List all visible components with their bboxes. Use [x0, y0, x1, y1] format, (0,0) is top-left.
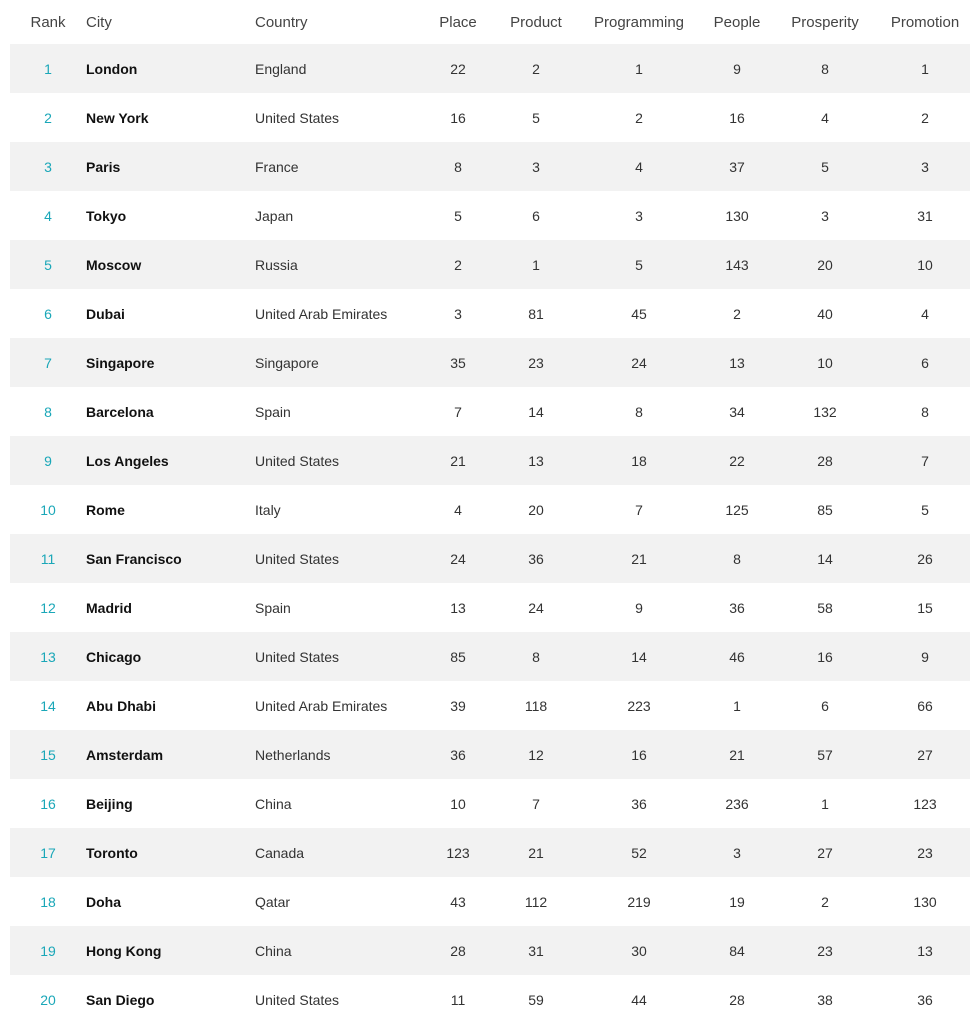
- cell-programming: 16: [574, 730, 704, 779]
- cell-place: 13: [450, 599, 466, 616]
- cell-people: 16: [729, 109, 745, 126]
- cell-place: 43: [450, 893, 466, 910]
- cell-country: United Arab Emirates: [255, 305, 388, 322]
- cell-country: Italy: [255, 501, 281, 518]
- cell-product: 8: [498, 632, 574, 681]
- cell-programming: 18: [574, 436, 704, 485]
- cell-people: 46: [704, 632, 770, 681]
- cell-place: 10: [450, 795, 466, 812]
- cell-rank[interactable]: 1: [10, 44, 86, 93]
- header-city[interactable]: City: [86, 13, 112, 31]
- cell-rank[interactable]: 12: [40, 599, 56, 616]
- cell-rank[interactable]: 9: [10, 436, 86, 485]
- cell-country: Spain: [255, 599, 291, 616]
- cell-rank[interactable]: 16: [40, 795, 56, 812]
- header-country[interactable]: Country: [255, 13, 308, 31]
- cell-promotion: 23: [880, 828, 970, 877]
- cell-promotion: 3: [880, 142, 970, 191]
- cell-people: 9: [704, 44, 770, 93]
- cell-product: 3: [498, 142, 574, 191]
- cell-place: 123: [418, 828, 498, 877]
- cell-people: 28: [729, 991, 745, 1008]
- cell-programming: 24: [574, 338, 704, 387]
- cell-place: 3: [454, 305, 462, 322]
- cell-city[interactable]: London: [86, 44, 255, 93]
- cell-people: 143: [704, 240, 770, 289]
- cell-prosperity: 58: [817, 599, 833, 616]
- cell-country: China: [255, 795, 292, 812]
- cell-rank[interactable]: 3: [10, 142, 86, 191]
- header-rank[interactable]: Rank: [30, 13, 66, 31]
- cell-promotion: 36: [917, 991, 933, 1008]
- cell-prosperity: 40: [817, 305, 833, 322]
- cell-product: 23: [498, 338, 574, 387]
- cell-country: Canada: [255, 828, 418, 877]
- cell-prosperity: 85: [817, 501, 833, 518]
- cell-rank[interactable]: 6: [44, 305, 52, 322]
- cell-country: Qatar: [255, 893, 291, 910]
- cell-product: 24: [528, 599, 544, 616]
- cell-place: 16: [450, 109, 466, 126]
- cell-city[interactable]: Los Angeles: [86, 436, 255, 485]
- cell-rank[interactable]: 10: [40, 501, 56, 518]
- cell-prosperity: 38: [817, 991, 833, 1008]
- cell-place: 11: [450, 991, 466, 1008]
- cell-rank[interactable]: 7: [10, 338, 86, 387]
- cell-place: 24: [418, 534, 498, 583]
- cell-promotion: 66: [917, 697, 933, 714]
- cell-prosperity: 3: [821, 207, 829, 224]
- cell-country: China: [255, 926, 418, 975]
- cell-product: 31: [498, 926, 574, 975]
- cell-place: 2: [418, 240, 498, 289]
- cell-country: France: [255, 142, 418, 191]
- cell-product: 59: [528, 991, 544, 1008]
- cell-prosperity: 28: [770, 436, 880, 485]
- cell-country: United States: [255, 632, 418, 681]
- cell-rank[interactable]: 15: [10, 730, 86, 779]
- cell-programming: 8: [635, 403, 643, 420]
- cell-city[interactable]: Chicago: [86, 632, 255, 681]
- cell-programming: 14: [574, 632, 704, 681]
- cell-product: 81: [528, 305, 544, 322]
- table-row: [10, 44, 970, 93]
- cell-people: 84: [704, 926, 770, 975]
- cell-place: 5: [454, 207, 462, 224]
- cell-people: 19: [729, 893, 745, 910]
- cell-city[interactable]: Toronto: [86, 828, 255, 877]
- cell-country: Spain: [255, 403, 291, 420]
- table-row: [10, 730, 970, 779]
- cell-product: 21: [498, 828, 574, 877]
- table-row: [10, 387, 970, 436]
- cell-promotion: 130: [913, 893, 937, 910]
- cell-people: 36: [729, 599, 745, 616]
- cell-prosperity: 8: [770, 44, 880, 93]
- header-promotion[interactable]: Promotion: [890, 13, 960, 31]
- cell-place: 22: [418, 44, 498, 93]
- cell-country: Russia: [255, 240, 418, 289]
- cell-people: 130: [725, 207, 749, 224]
- cell-country: United States: [255, 991, 340, 1008]
- cell-city[interactable]: New York: [86, 109, 149, 126]
- cell-programming: 30: [574, 926, 704, 975]
- cell-prosperity: 23: [770, 926, 880, 975]
- cell-rank[interactable]: 20: [40, 991, 56, 1008]
- table-row: [10, 534, 970, 583]
- cell-prosperity: 20: [770, 240, 880, 289]
- cell-people: 8: [704, 534, 770, 583]
- cell-programming: 4: [574, 142, 704, 191]
- table-row: [10, 583, 970, 632]
- cell-product: 20: [528, 501, 544, 518]
- table-row: [10, 338, 970, 387]
- cell-programming: 52: [574, 828, 704, 877]
- cell-product: 118: [524, 697, 548, 714]
- cell-prosperity: 2: [821, 893, 829, 910]
- cell-promotion: 13: [880, 926, 970, 975]
- cell-country: England: [255, 44, 418, 93]
- cell-product: 6: [532, 207, 540, 224]
- cell-city[interactable]: Tokyo: [86, 207, 127, 224]
- table-body: [10, 44, 970, 1024]
- table-row: [10, 485, 970, 534]
- table-row: [10, 632, 970, 681]
- cell-country: United States: [255, 436, 418, 485]
- city-ranking-table: [10, 0, 970, 1024]
- cell-city[interactable]: Dubai: [86, 305, 125, 322]
- cell-prosperity: 132: [813, 403, 837, 420]
- cell-rank[interactable]: 5: [10, 240, 86, 289]
- cell-programming: 219: [627, 893, 651, 910]
- cell-rank[interactable]: 19: [10, 926, 86, 975]
- cell-prosperity: 10: [770, 338, 880, 387]
- cell-prosperity: 1: [821, 795, 829, 812]
- cell-programming: 5: [574, 240, 704, 289]
- table-header: [10, 0, 970, 44]
- table-row: [10, 681, 970, 730]
- header-place[interactable]: Place: [439, 13, 477, 31]
- table-row: [10, 289, 970, 338]
- cell-city[interactable]: San Diego: [86, 991, 155, 1008]
- cell-product: 12: [498, 730, 574, 779]
- cell-city[interactable]: Amsterdam: [86, 730, 255, 779]
- cell-rank[interactable]: 18: [40, 893, 56, 910]
- cell-promotion: 6: [880, 338, 970, 387]
- cell-promotion: 8: [921, 403, 929, 420]
- cell-product: 7: [532, 795, 540, 812]
- table-row: [10, 191, 970, 240]
- cell-people: 21: [704, 730, 770, 779]
- header-programming[interactable]: Programming: [593, 13, 685, 31]
- cell-country: Singapore: [255, 338, 418, 387]
- cell-rank[interactable]: 8: [44, 403, 52, 420]
- cell-place: 21: [418, 436, 498, 485]
- cell-promotion: 4: [921, 305, 929, 322]
- cell-rank[interactable]: 13: [10, 632, 86, 681]
- cell-programming: 7: [635, 501, 643, 518]
- table-row: [10, 926, 970, 975]
- cell-people: 13: [704, 338, 770, 387]
- cell-place: 7: [454, 403, 462, 420]
- cell-promotion: 7: [880, 436, 970, 485]
- cell-prosperity: 27: [770, 828, 880, 877]
- table-row: [10, 828, 970, 877]
- cell-city[interactable]: Doha: [86, 893, 121, 910]
- table-row: [10, 877, 970, 926]
- cell-city[interactable]: Abu Dhabi: [86, 697, 156, 714]
- cell-promotion: 27: [880, 730, 970, 779]
- cell-place: 8: [418, 142, 498, 191]
- cell-country: Japan: [255, 207, 294, 224]
- cell-rank[interactable]: 4: [44, 207, 52, 224]
- cell-country: United States: [255, 534, 418, 583]
- cell-city[interactable]: Rome: [86, 501, 125, 518]
- cell-promotion: 26: [880, 534, 970, 583]
- city-ranking-table-container: [10, 0, 970, 1024]
- cell-city[interactable]: Beijing: [86, 795, 133, 812]
- cell-promotion: 15: [917, 599, 933, 616]
- cell-programming: 3: [635, 207, 643, 224]
- cell-product: 36: [498, 534, 574, 583]
- cell-city[interactable]: Moscow: [86, 240, 255, 289]
- cell-programming: 21: [574, 534, 704, 583]
- cell-product: 1: [498, 240, 574, 289]
- header-people[interactable]: People: [713, 13, 761, 31]
- header-row: [10, 0, 970, 44]
- cell-programming: 223: [627, 697, 651, 714]
- cell-promotion: 123: [913, 795, 937, 812]
- table-row: [10, 142, 970, 191]
- cell-city[interactable]: Hong Kong: [86, 926, 255, 975]
- cell-people: 2: [733, 305, 741, 322]
- cell-rank[interactable]: 11: [10, 534, 86, 583]
- cell-city[interactable]: Madrid: [86, 599, 132, 616]
- cell-product: 5: [532, 109, 540, 126]
- cell-place: 35: [418, 338, 498, 387]
- cell-programming: 9: [635, 599, 643, 616]
- cell-country: United States: [255, 109, 340, 126]
- cell-rank[interactable]: 14: [40, 697, 56, 714]
- cell-product: 13: [498, 436, 574, 485]
- cell-promotion: 10: [880, 240, 970, 289]
- cell-city[interactable]: San Francisco: [86, 534, 255, 583]
- table-row: [10, 779, 970, 828]
- cell-country: United Arab Emirates: [255, 697, 388, 714]
- cell-people: 125: [725, 501, 749, 518]
- cell-prosperity: 16: [770, 632, 880, 681]
- cell-prosperity: 57: [770, 730, 880, 779]
- cell-place: 4: [454, 501, 462, 518]
- cell-city[interactable]: Singapore: [86, 338, 255, 387]
- cell-city[interactable]: Paris: [86, 142, 255, 191]
- cell-country: Netherlands: [255, 730, 418, 779]
- cell-people: 1: [733, 697, 741, 714]
- cell-prosperity: 6: [821, 697, 829, 714]
- cell-place: 36: [418, 730, 498, 779]
- cell-place: 85: [418, 632, 498, 681]
- table-row: [10, 240, 970, 289]
- cell-prosperity: 5: [770, 142, 880, 191]
- cell-people: 34: [729, 403, 745, 420]
- cell-people: 22: [704, 436, 770, 485]
- cell-city[interactable]: Barcelona: [86, 403, 154, 420]
- cell-rank[interactable]: 17: [10, 828, 86, 877]
- cell-prosperity: 4: [821, 109, 829, 126]
- cell-promotion: 9: [880, 632, 970, 681]
- cell-programming: 1: [574, 44, 704, 93]
- table-row: [10, 93, 970, 142]
- cell-promotion: 2: [921, 109, 929, 126]
- cell-product: 14: [528, 403, 544, 420]
- cell-prosperity: 14: [770, 534, 880, 583]
- cell-place: 28: [418, 926, 498, 975]
- header-product[interactable]: Product: [510, 13, 562, 31]
- cell-rank[interactable]: 2: [44, 109, 52, 126]
- cell-product: 2: [498, 44, 574, 93]
- cell-people: 37: [704, 142, 770, 191]
- cell-product: 112: [524, 893, 548, 910]
- cell-programming: 44: [631, 991, 647, 1008]
- cell-people: 3: [704, 828, 770, 877]
- header-prosperity[interactable]: Prosperity: [791, 13, 859, 31]
- cell-programming: 2: [635, 109, 643, 126]
- cell-promotion: 5: [921, 501, 929, 518]
- cell-programming: 36: [631, 795, 647, 812]
- cell-promotion: 31: [917, 207, 933, 224]
- cell-people: 236: [725, 795, 749, 812]
- cell-promotion: 1: [880, 44, 970, 93]
- cell-programming: 45: [631, 305, 647, 322]
- cell-place: 39: [450, 697, 466, 714]
- table-row: [10, 436, 970, 485]
